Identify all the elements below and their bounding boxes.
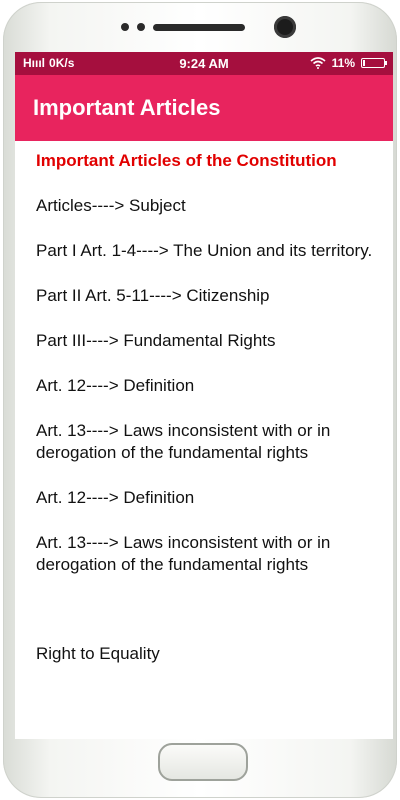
network-speed: 0K/s [49, 56, 75, 70]
status-right [310, 56, 385, 70]
front-camera [274, 16, 296, 38]
article-paragraph: Art. 12----> Definition [36, 488, 195, 507]
status-time: 9:24 AM [179, 56, 229, 71]
earpiece-speaker [153, 24, 245, 31]
sensor-dot [121, 23, 129, 31]
article-paragraph: Articles----> Subject [36, 196, 186, 215]
battery-icon [361, 58, 385, 68]
wifi-icon [310, 57, 326, 69]
phone-frame [3, 2, 397, 798]
article-paragraph: Art. 13----> Laws inconsistent with or in derogation of the fundamental rights [36, 421, 331, 462]
screen [15, 52, 393, 739]
article-paragraph: Art. 13----> Laws inconsistent with or in derogation of the fundamental rights [36, 533, 331, 574]
article-paragraph: Part III----> Fundamental Rights [36, 331, 276, 350]
article-paragraph: Part I Art. 1-4----> The Union and its territory. [36, 241, 373, 260]
sensor-dot [137, 23, 145, 31]
article-paragraph: Art. 12----> Definition [36, 376, 195, 395]
content-heading: Important Articles of the Constitution [36, 151, 337, 170]
article-content[interactable] [15, 150, 393, 665]
article-paragraph: Right to Equality [36, 644, 160, 663]
app-bar [15, 75, 393, 141]
battery-percent: 11% [331, 56, 355, 70]
network-type-icon: Hıııl [23, 56, 46, 70]
home-button[interactable] [158, 743, 248, 781]
status-bar [15, 52, 393, 75]
page-title: Important Articles [33, 95, 221, 120]
article-paragraph: Part II Art. 5-11----> Citizenship [36, 286, 270, 305]
